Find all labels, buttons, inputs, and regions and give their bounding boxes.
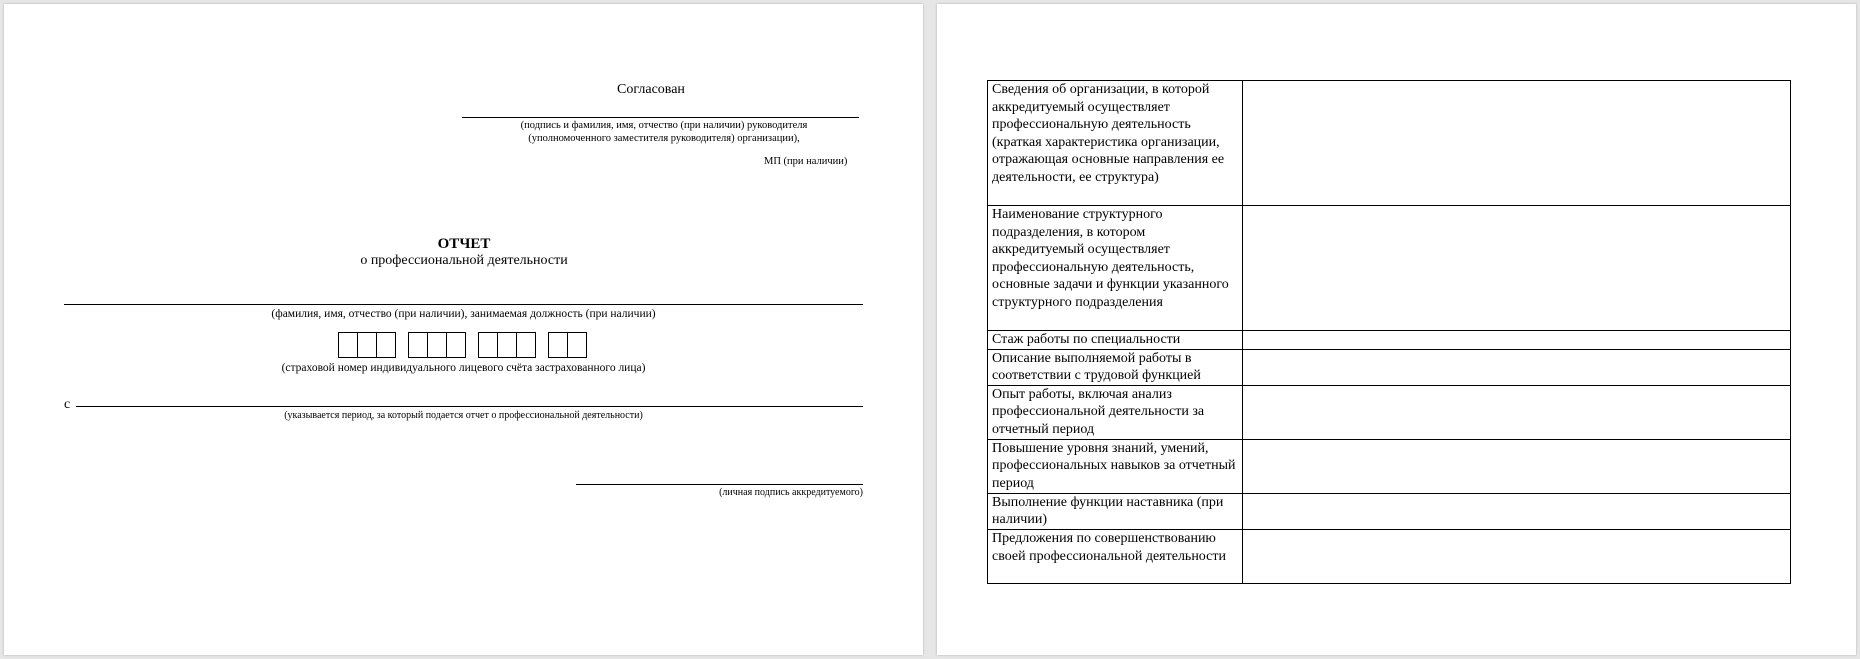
snils-digit-box[interactable] bbox=[516, 332, 536, 358]
name-line bbox=[64, 304, 863, 305]
snils-caption: (страховой номер индивидуального лицевого счёта застрахованного лица) bbox=[281, 362, 646, 374]
head-signature-caption bbox=[444, 119, 884, 145]
row-value-cell[interactable] bbox=[1243, 529, 1791, 583]
row-label: Предложения по совершенствованию своей профессиональной деятельности bbox=[988, 529, 1243, 583]
row-value-cell[interactable] bbox=[1243, 331, 1791, 350]
snils-digit-box[interactable] bbox=[548, 332, 568, 358]
report-info-table bbox=[987, 80, 1791, 584]
snils-digit-box[interactable] bbox=[567, 332, 587, 358]
row-label: Описание выполняемой работы в соответствии с трудовой функцией bbox=[988, 349, 1243, 385]
snils-boxes[interactable] bbox=[338, 332, 587, 358]
snils-digit-box[interactable] bbox=[408, 332, 428, 358]
snils-digit-box[interactable] bbox=[376, 332, 396, 358]
table-row bbox=[988, 349, 1791, 385]
approved-heading: Согласован bbox=[617, 82, 685, 97]
period-caption: (указывается период, за который подается отчет о профессиональной деятельности) bbox=[284, 410, 643, 421]
row-label: Выполнение функции наставника (при наличии) bbox=[988, 493, 1243, 529]
personal-signature-line[interactable] bbox=[576, 484, 863, 485]
personal-signature-caption: (личная подпись аккредитуемого) bbox=[719, 487, 863, 498]
snils-digit-box[interactable] bbox=[497, 332, 517, 358]
snils-digit-box[interactable] bbox=[478, 332, 498, 358]
report-title: ОТЧЕТ bbox=[437, 236, 491, 252]
snils-group-2 bbox=[408, 332, 466, 358]
table-row bbox=[988, 206, 1791, 331]
document-page-1 bbox=[4, 4, 923, 655]
snils-group-1 bbox=[338, 332, 396, 358]
snils-digit-box[interactable] bbox=[338, 332, 358, 358]
signature-caption-line-2: (уполномоченного заместителя руководителя) организации), bbox=[528, 133, 800, 144]
signature-caption-line-1: (подпись и фамилия, имя, отчество (при наличии) руководителя bbox=[520, 120, 808, 131]
document-page-2 bbox=[937, 4, 1856, 655]
table-row bbox=[988, 81, 1791, 206]
row-label: Повышение уровня знаний, умений, профессиональных навыков за отчетный период bbox=[988, 439, 1243, 493]
table-row bbox=[988, 529, 1791, 583]
snils-group-4 bbox=[548, 332, 587, 358]
table-row bbox=[988, 385, 1791, 439]
row-value-cell[interactable] bbox=[1243, 349, 1791, 385]
row-value-cell[interactable] bbox=[1243, 493, 1791, 529]
row-value-cell[interactable] bbox=[1243, 439, 1791, 493]
name-caption: (фамилия, имя, отчество (при наличии), занимаемая должность (при наличии) bbox=[271, 308, 656, 320]
row-label: Сведения об организации, в которой аккредитуемый осуществляет профессиональную деятельность (краткая характеристика организации, отражающая основные направления ее деятельности, ее структура) bbox=[988, 81, 1243, 206]
table-row bbox=[988, 439, 1791, 493]
snils-digit-box[interactable] bbox=[446, 332, 466, 358]
table-row bbox=[988, 331, 1791, 350]
row-label: Стаж работы по специальности bbox=[988, 331, 1243, 350]
snils-digit-box[interactable] bbox=[427, 332, 447, 358]
period-line[interactable] bbox=[76, 406, 863, 407]
row-value-cell[interactable] bbox=[1243, 385, 1791, 439]
table-row bbox=[988, 493, 1791, 529]
period-prefix: с bbox=[64, 397, 71, 412]
head-signature-line bbox=[462, 117, 859, 118]
snils-digit-box[interactable] bbox=[357, 332, 377, 358]
row-value-cell[interactable] bbox=[1243, 81, 1791, 206]
row-label: Опыт работы, включая анализ профессиональной деятельности за отчетный период bbox=[988, 385, 1243, 439]
seal-note: МП (при наличии) bbox=[764, 156, 848, 167]
report-subtitle: о профессиональной деятельности bbox=[360, 253, 568, 268]
row-label: Наименование структурного подразделения, в котором аккредитуемый осуществляет профессиональную деятельность, основные задачи и функции указанного структурного подразделения bbox=[988, 206, 1243, 331]
snils-group-3 bbox=[478, 332, 536, 358]
row-value-cell[interactable] bbox=[1243, 206, 1791, 331]
